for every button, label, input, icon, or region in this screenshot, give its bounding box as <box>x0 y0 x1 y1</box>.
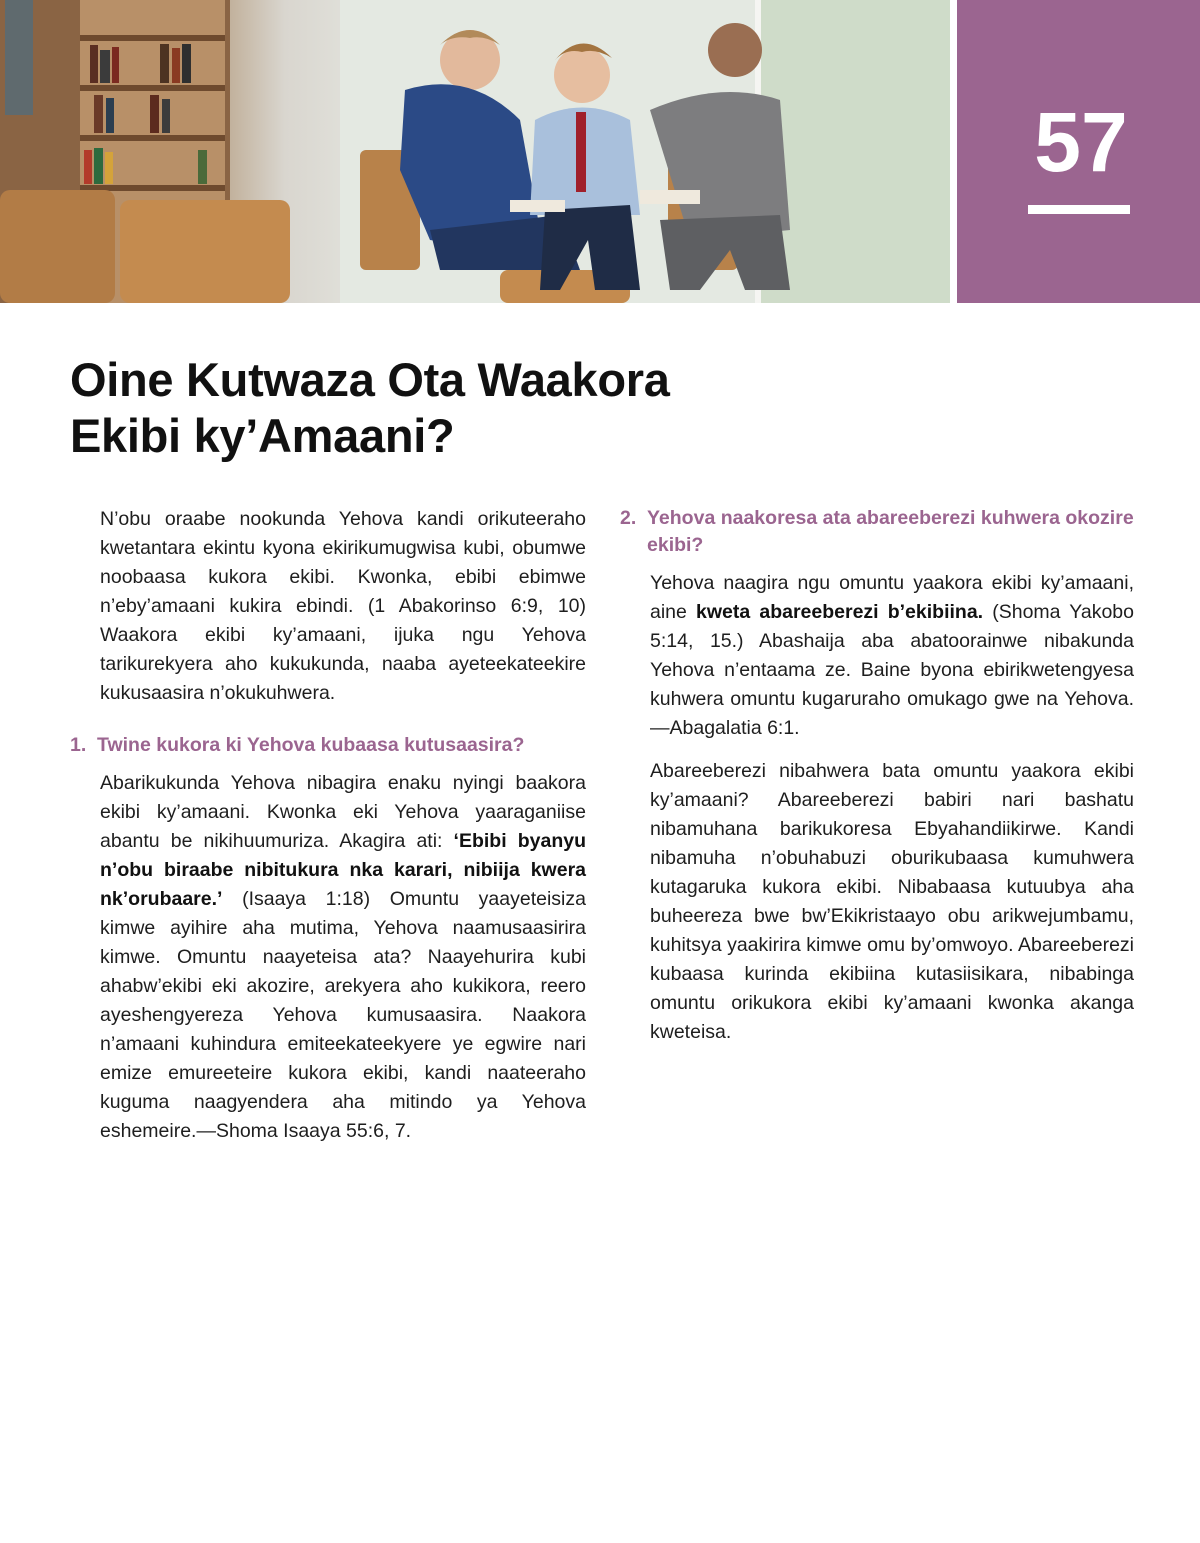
right-column <box>620 505 1134 1061</box>
section-1-heading <box>70 732 586 759</box>
section-2-number: 2. <box>620 507 637 529</box>
title-line-1: Oine Kutwaza Ota Waakora <box>70 353 670 406</box>
section-1-text-b: (Isaaya 1:18) Omuntu yaayeteisiza kimwe ayihire aha mutima, Yehova naamusaasirira kimwe. Omuntu naayeteisa ata? Naayehurira kubi ahabw’ekibi eki akozire, arekyera aho kukikora, reero ayeshengyereza Yehova kumusaasira. Naakora n’amaani kuhindura emiteekateekyere ye egwire nari emize emureeteire kukora ekibi, kandi naateeraho kuguma naagyendera aha mitindo ya Yehova eshemeire.—Shoma Isaaya 55:6, 7. <box>100 888 586 1142</box>
section-1-question: Twine kukora ki Yehova kubaasa kutusaasira? <box>97 734 525 756</box>
section-2-paragraph-1 <box>650 569 1134 743</box>
section-1-number: 1. <box>70 734 87 756</box>
section-1-text-a: Abarikukunda Yehova nibagira enaku nyingi baakora ekibi ky’amaani. Kwonka eki Yehova yaaraganiise abantu be nikihuumuriza. Akagira ati: <box>100 772 586 852</box>
section-2-text-b: (Shoma Yakobo 5:14, 15.) Abashaija aba abatoorainwe nibakunda Yehova n’entaama ze. Baine byona ebirikwetengyesa kuhwera omuntu kugaruraho omukago gwe na Yehova.—Abagalatia 6:1. <box>650 601 1134 739</box>
section-2-heading <box>620 505 1134 559</box>
hero-photo <box>0 0 950 303</box>
section-2-question: Yehova naakoresa ata abareeberezi kuhwera okozire ekibi? <box>647 507 1134 556</box>
section-1-paragraph <box>100 769 586 1146</box>
section-2-bold: kweta abareeberezi b’ekibiina. <box>696 601 984 623</box>
section-2-paragraph-2: Abareeberezi nibahwera bata omuntu yaakora ekibi ky’amaani? Abareeberezi babiri nari bashatu nibamuhana barikukoresa Ebyahandiikirwe. Kandi nibamuha n’obuhabuzi oburikubaasa kumuhwera kutagaruka kukora ekibi. Nibabaasa kutuubya aha buheereza bwe bw’Ekikristaayo obu arikwejumbamu, kuhitsya yaakirira kimwe omu by’omwoyo. Abareeberezi kubaasa kurinda ekibiina kutasiisikara, nibabinga omuntu orikukora ekibi ky’amaani kwonka akanga kweteisa. <box>650 760 1134 1043</box>
title-line-2: Ekibi ky’Amaani? <box>70 409 455 462</box>
section-1-quote: ‘Ebibi byanyu n’obu biraabe nibitukura nka karari, nibiija kwera nk’orubaare.’ <box>100 830 586 910</box>
intro-paragraph: N’obu oraabe nookunda Yehova kandi orikuteeraho kwetantara ekintu kyona ekirikumugwisa kubi, obumwe noobaasa kukora ekibi. Kwonka, ebibi ebimwe n’eby’amaani kukira ebindi. (1 Abakorinso 6:9, 10) Waakora ekibi ky’amaani, ijuka ngu Yehova tarikurekyera aho kukukunda, naaba ayeteekateekire kukusaasira n’okukuhwera. <box>100 508 586 704</box>
section-2-text-a: Yehova naagira ngu omuntu yaakora ekibi ky’amaani, aine <box>650 572 1134 623</box>
badge-underline <box>1028 205 1130 214</box>
lesson-badge <box>957 0 1200 303</box>
left-column <box>70 505 586 1160</box>
three-men-sitting-talking-icon <box>0 0 950 303</box>
lesson-number: 57 <box>1034 95 1128 189</box>
page-title <box>70 352 830 464</box>
